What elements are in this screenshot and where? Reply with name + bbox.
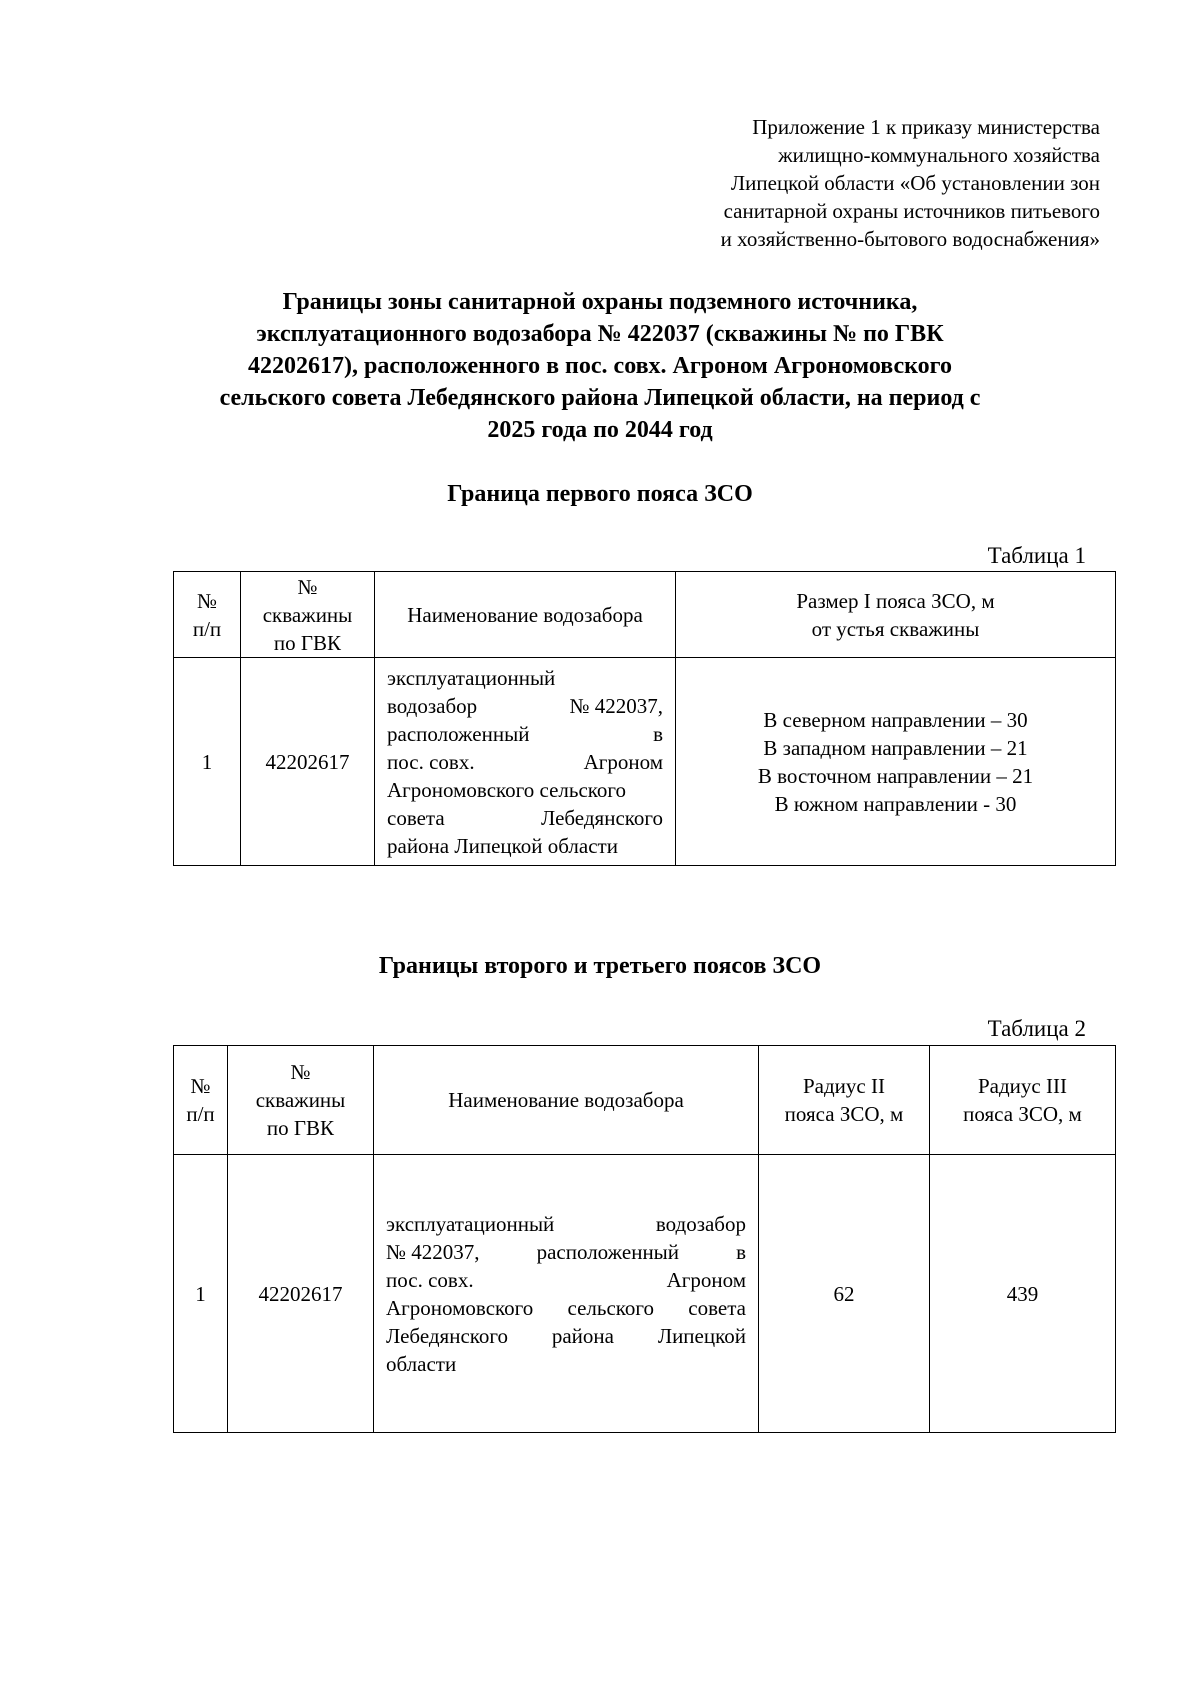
word: Лебедянского (540, 805, 663, 830)
document-title (150, 286, 1050, 446)
size-line: В западном направлении – 21 (763, 735, 1028, 760)
word: Лебедянского (386, 1323, 509, 1348)
header-name: Наименование водозабора (375, 572, 676, 658)
header-text: по ГВК (273, 630, 342, 655)
size-line: В южном направлении - 30 (774, 791, 1017, 816)
name-line (387, 748, 663, 776)
header-text: от устья скважины (811, 616, 980, 641)
title-line: эксплуатационного водозабора № 422037 (скважины № по ГВК (256, 321, 944, 347)
word: Агрономовского (386, 1295, 534, 1320)
header-text: Радиус II (803, 1074, 885, 1098)
name-line (387, 776, 663, 804)
cell-name (374, 1155, 759, 1433)
name-line (386, 1322, 746, 1350)
header-num (174, 572, 241, 658)
appendix-line: санитарной охраны источников питьевого (723, 199, 1100, 223)
cell-well: 42202617 (228, 1155, 374, 1433)
name-line (386, 1266, 746, 1294)
word: Агроном (666, 1267, 746, 1292)
section1-title: Граница первого пояса ЗСО (447, 481, 753, 507)
word: пос. совх. (386, 1267, 474, 1292)
header-text: пояса ЗСО, м (784, 1102, 904, 1126)
word: водозабор (387, 693, 478, 718)
name-line (387, 720, 663, 748)
appendix-line: Приложение 1 к приказу министерства (752, 115, 1100, 139)
header-text: пояса ЗСО, м (963, 1102, 1082, 1126)
table2-label: Таблица 2 (987, 1016, 1086, 1041)
appendix-line: и хозяйственно-бытового водоснабжения» (720, 227, 1100, 251)
word: № 422037, (386, 1239, 480, 1264)
name-line (387, 692, 663, 720)
word: совета (688, 1295, 746, 1320)
table1-label: Таблица 1 (987, 543, 1086, 568)
table2-header-row (174, 1046, 1116, 1155)
header-text: по ГВК (266, 1116, 335, 1140)
word: совета (387, 805, 445, 830)
title-line: Границы зоны санитарной охраны подземного источника, (282, 289, 918, 315)
word: Агрономовского сельского (387, 777, 626, 802)
word: водозабор (655, 1211, 746, 1236)
header-text: п/п (186, 1102, 215, 1126)
name-line (386, 1210, 746, 1238)
word: в (736, 1239, 746, 1264)
name-line (386, 1294, 746, 1322)
name-line (386, 1350, 746, 1378)
header-text: № (297, 574, 318, 599)
word: района Липецкой области (387, 833, 618, 858)
cell-num: 1 (174, 658, 241, 866)
word: эксплуатационный (387, 665, 556, 690)
header-text: скважины (255, 1088, 346, 1112)
title-line: 2025 года по 2044 год (487, 417, 713, 443)
size-line: В восточном направлении – 21 (757, 763, 1034, 788)
title-line: сельского совета Лебедянского района Липецкой области, на период с (219, 385, 981, 411)
appendix-line: Липецкой области «Об установлении зон (730, 171, 1100, 195)
word: в (653, 721, 663, 746)
word: № 422037, (569, 693, 663, 718)
header-text: № (196, 588, 218, 613)
header-text: скважины (262, 602, 353, 627)
cell-well: 42202617 (241, 658, 375, 866)
name-line (387, 832, 663, 860)
table1-header-row (174, 572, 1116, 658)
cell-r3: 439 (930, 1155, 1116, 1433)
header-well (228, 1046, 374, 1155)
size-line: В северном направлении – 30 (763, 707, 1028, 732)
table-1 (173, 571, 1116, 866)
table-2 (173, 1045, 1116, 1433)
table-row (174, 658, 1116, 866)
cell-name (375, 658, 676, 866)
table-row (174, 1155, 1116, 1433)
name-line (387, 804, 663, 832)
appendix-line: жилищно-коммунального хозяйства (778, 143, 1100, 167)
word: района (551, 1323, 614, 1348)
name-line (386, 1238, 746, 1266)
section2-title: Границы второго и третьего поясов ЗСО (378, 953, 822, 979)
word: эксплуатационный (386, 1211, 555, 1236)
word: расположенный (387, 721, 530, 746)
word: Липецкой (657, 1323, 746, 1348)
header-text: п/п (192, 616, 222, 641)
word: Агроном (583, 749, 663, 774)
header-num (174, 1046, 228, 1155)
header-text: Размер I пояса ЗСО, м (796, 588, 995, 613)
header-text: № (190, 1074, 211, 1098)
cell-r2: 62 (759, 1155, 930, 1433)
cell-num: 1 (174, 1155, 228, 1433)
word: пос. совх. (387, 749, 475, 774)
word: области (386, 1351, 457, 1376)
title-line: 42202617), расположенного в пос. совх. Агроном Агрономовского (248, 353, 952, 379)
word: расположенный (536, 1239, 680, 1264)
appendix-note (580, 113, 1100, 253)
header-size (676, 572, 1116, 658)
header-r3 (930, 1046, 1116, 1155)
header-name: Наименование водозабора (374, 1046, 759, 1155)
cell-size (676, 658, 1116, 866)
header-r2 (759, 1046, 930, 1155)
header-text: Радиус III (978, 1074, 1067, 1098)
header-text: № (290, 1060, 311, 1084)
header-well (241, 572, 375, 658)
name-line (387, 664, 663, 692)
word: сельского (567, 1295, 655, 1320)
